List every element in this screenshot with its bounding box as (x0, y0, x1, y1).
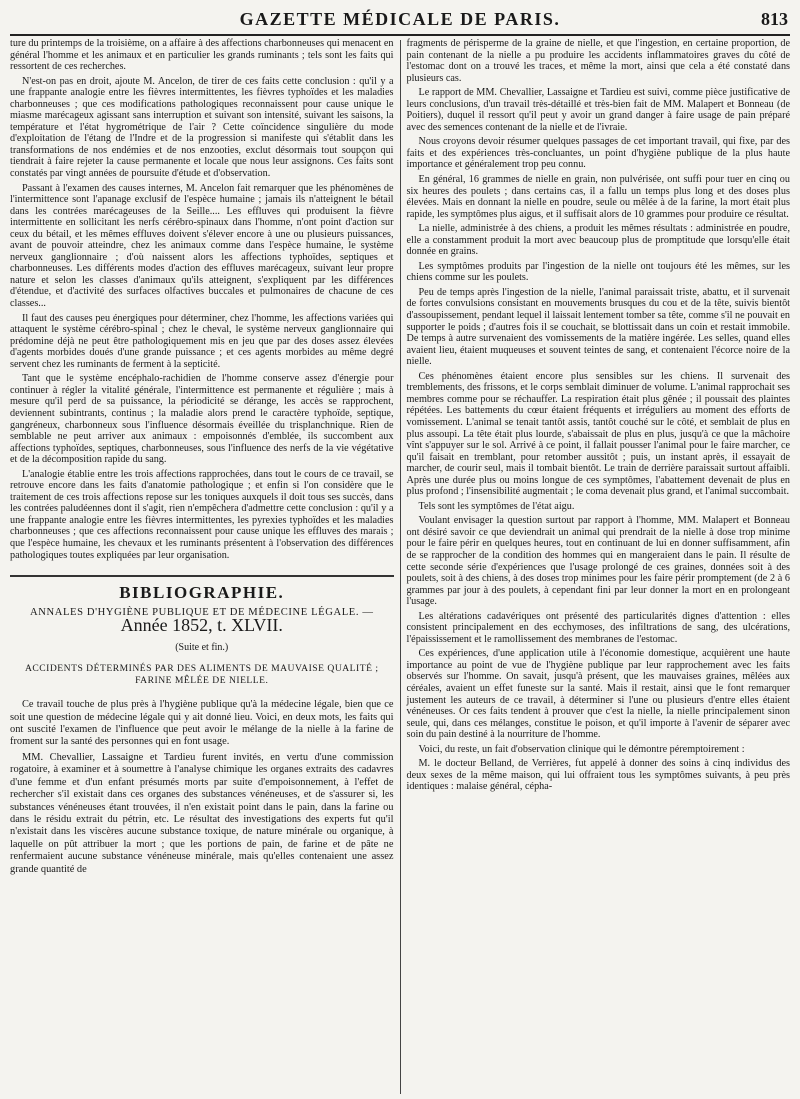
paragraph: fragments de périsperme de la graine de nielle, et que l'ingestion, en certaine proportion, de pain contenant de la nielle a pu produire les accidents inflammatoires graves du côté de l'estomac dont on a trouvé les traces, et même la mort, ainsi que cela a été constaté dans plusieurs cas. (406, 38, 790, 84)
paragraph: Voulant envisager la question surtout par rapport à l'homme, MM. Malapert et Bonneau ont désiré savoir ce que deviendrait un animal qui prendrait de la nielle à dose trop minime pour le faire périr en quelques heures, tout en continuant de lui en donner suffisamment, afin de se rapprocher de la condition des hommes qui en mangeraient dans le pain. Il résulte de cette seconde série d'expériences que l'usage prolongé de ces graines, données soit à des poulets, soit à des chiens, à des doses trop minimes pour les faire périr promptement (de 2 à 6 grammes par jour à des poulets, à cependant fini par leur donner la mort en en prolongeant l'usage. (406, 515, 790, 608)
columns (10, 38, 790, 1094)
section-rule (10, 575, 394, 577)
paragraph: La nielle, administrée à des chiens, a produit les mêmes résultats : administrée en poudre, elle a constamment produit la mort avec beaucoup plus de promptitude que lorsqu'elle était donnée en grains. (406, 223, 790, 258)
paragraph: Peu de temps après l'ingestion de la nielle, l'animal paraissait triste, abattu, et il survenait de fortes convulsions consistant en mouvements brusques du cou et de la tête, suivis bientôt d'assoupissement, pendant lequel il laissait lentement tomber sa tête, comme s'il ne pouvait en supporter le poids ; d'autres fois il se couchait, se blottissait dans un coin et restait immobile. De temps à autre survenaient des vomissements de la matière ingérée. Les selles, quand elles avaient lieu, étaient muqueuses et souvent teintes de sang, et contenaient l'écorce noire de la nielle. (406, 286, 790, 368)
paragraph: L'analogie établie entre les trois affections rapprochées, dans tout le cours de ce travail, se retrouve encore dans les faits d'anatomie pathologique ; et enfin si l'on considère que le traitement de ces trois affections repose sur les toniques auxquels il doit tous ses succès, dans les contrées paludéennes dont il s'agit, rien n'empêchera d'admettre cette conclusion : qu'il y a une frappante analogie entre les fièvres intermittentes, les pyrexies typhoïdes et les maladies charbonneuses ; que ces affections reconnaissent pour cause unique les effluves des marais ; que l'espèce humaine, les chevaux et les ruminants présentent à l'observation des différences pathologiques toutes expliquées par leur organisation. (10, 468, 394, 561)
journal-title: GAZETTE MÉDICALE DE PARIS. (239, 9, 561, 29)
paragraph: ture du printemps de la troisième, on a affaire à des affections charbonneuses qui menacent en général l'homme et les animaux et en particulier les grands ruminants ; tels sont les faits qui ressortent de ces recherches. (10, 38, 394, 73)
paragraph: Le rapport de MM. Chevallier, Lassaigne et Tardieu est suivi, comme pièce justificative de leurs conclusions, d'un travail très-détaillé et très-bien fait de MM. Malapert et Bonneau (de Poitiers), duquel il ressort qu'il peut y avoir un grand danger à faire usage de pain préparé avec des semences contenant de la nielle et de l'ivraie. (406, 87, 790, 133)
paragraph: Passant à l'examen des causes internes, M. Ancelon fait remarquer que les phénomènes de l'intermittence sont l'apanage exclusif de l'espèce humaine ; jamais ils n'atteignent le bétail dans les contrées marécageuses de la Seille.... Les effluves qui produisent la fièvre intermittente en sollicitant les nerfs cérébro-spinaux dans l'homme, n'ont point d'action sur ceux du bétail, et les mêmes effluves doivent s'élever encore à une ou plusieurs puissances, avant de pouvoir atteindre, chez les animaux comme dans l'espèce humaine, le système nerveux ganglionnaire ; d'où naissent alors les affections typhoïdes, septiques et charbonneuses. Les différents modes d'action des effluves marécageux, suivant leur propre nature et selon les classes d'animaux qu'ils atteignent, s'expliquent par les différences d'étendue, et d'activité des surfaces olfactives buccales et pulmonaires de chacune de ces classes... (10, 182, 394, 310)
continuation-note: (Suite et fin.) (175, 641, 229, 653)
paragraph: Tant que le système encéphalo-rachidien de l'homme conserve assez d'énergie pour continuer à régler la vitalité générale, l'intermittence est permanente et régulière ; mais à mesure qu'il perd de sa puissance, la périodicité se dérange, les accès se rapprochent, deviennent subintrants, continus ; la maladie alors prend le caractère typhoïde, septique, gangréneux, charbonneux sous l'influence désormais éveillée du trisplanchnique. Rien de semblable ne peut arriver aux animaux : empoisonnés d'emblée, ils succombent aux affections typhoïdes, septiques, charbonneuses, sous l'influence des nerfs de la vie végétative et de la décomposition rapide du sang. (10, 373, 394, 466)
newspaper-page (10, 8, 790, 1094)
article-subtitle: ACCIDENTS DÉTERMINÉS PAR DES ALIMENTS DE MAUVAISE QUALITÉ ; FARINE MÊLÉE DE NIELLE. (24, 663, 379, 687)
review-volume: Année 1852, t. XLVII. (120, 615, 283, 636)
paragraph: M. le docteur Belland, de Verrières, fut appelé à donner des soins à cinq individus des deux sexes de la même maison, qui lui offraient tous les symptômes suivants, à peu près identiques : malaise général, cépha- (406, 758, 790, 793)
section-heading-bibliographie: BIBLIOGRAPHIE. (119, 583, 285, 603)
paragraph: N'est-on pas en droit, ajoute M. Ancelon, de tirer de ces faits cette conclusion : qu'il y a une frappante analogie entre les fièvres intermittentes, les fièvres typhoïdes et les maladies charbonneuses ; que ces modifications pathologiques reconnaissent pour cause unique le miasme marécageux agissant sans interruption et suivant son intensité, suivant les saisons, la température et l'état hygrométrique de l'air ? Cette coïncidence singulière du mode d'exploitation de l'étang de l'Indre et de la progression si manifeste qui s'établit dans les transformations de nos endémies et de nos enzooties, exclut désormais tout soupçon qui tiendrait à faire rejeter la cause permanente et locale que nous leur assignons. Ces faits sont constatés par vingt années de poursuite d'étude et d'observation. (10, 75, 394, 180)
paragraph: Voici, du reste, un fait d'observation clinique qui le démontre péremptoirement : (418, 743, 745, 755)
paragraph: Ces expériences, d'une application utile à l'économie domestique, acquièrent une haute importance au point de vue de l'hygiène publique par leur rapprochement avec les faits observés sur l'homme. On savait, jusqu'à présent, que les mauvaises graines, mêlées aux céréales, avaient un effet funeste sur la santé. Mais il restait, ainsi que le font remarquer justement les auteurs de ce travail, à déterminer si l'une ou plusieurs d'entre elles étaient vénéneuses. Or ces faits tendent à prouver que c'est la nielle, la nielle principalement sinon seule, qui, dans ces mélanges, constitue le poison, et qu'il importe à l'avenir de séparer avec soin du pain destiné à la nourriture de l'homme. (406, 648, 790, 741)
left-column (10, 38, 400, 1094)
right-column (401, 38, 791, 1094)
review-source-title: ANNALES D'HYGIÈNE PUBLIQUE ET DE MÉDECINE LÉGALE. — (29, 606, 374, 618)
page-number: 813 (761, 9, 788, 29)
review-body (10, 699, 394, 876)
paragraph: Ce travail touche de plus près à l'hygiène publique qu'à la médecine légale, bien que ce soit une question de médecine légale qui y ait donné lieu. Voici, en deux mots, les faits qui ont suscité l'examen de l'influence que peut avoir le mélange de la nielle à la farine de froment sur la santé des personnes qui en font usage. (10, 699, 394, 748)
paragraph: En général, 16 grammes de nielle en grain, non pulvérisée, ont suffi pour tuer en cinq ou six heures des poulets ; dans certains cas, il a fallu un temps plus long et des doses plus élevées. Mais en donnant la nielle en poudre, seule ou mêlée à de la farine, la mort était plus rapide, les symptômes plus aigus, et il suffisait alors de 10 grammes pour produire ce résultat. (406, 174, 790, 220)
paragraph: Nous croyons devoir résumer quelques passages de cet important travail, qui fixe, par des faits et des expériences très-concluantes, un point d'hygiène publique de la plus haute importance et généralement trop peu connu. (406, 136, 790, 171)
page-header (10, 8, 790, 36)
paragraph: Il faut des causes peu énergiques pour déterminer, chez l'homme, les affections variées qui attaquent le système cérébro-spinal ; chez le cheval, le système nerveux ganglionnaire qui prédomine déjà ne peut être pathologiquement mis en jeu que par des doses assez élevées d'agents morbides doués d'une grande puissance ; et ces agents morbides au même degré servent chez les ruminants de ferment à la septicité. (10, 312, 394, 370)
paragraph: Les altérations cadavériques ont présenté des particularités dignes d'attention : elles consistent principalement en des ecchymoses, des infiltrations de sang, des ulcérations, l'épaississement et le ramollissement des membranes de l'estomac. (406, 610, 790, 645)
paragraph: MM. Chevallier, Lassaigne et Tardieu furent invités, en vertu d'une commission rogatoire, à examiner et à soumettre à l'analyse chimique les organes extraits des cadavres d'une femme et d'un enfant présumés morts par suite d'empoisonnement, à l'effet de rechercher s'il existait dans ces organes des substances vénéneuses, et de s'assurer si, les substances vénéneuses étant trouvées, il n'en existait point dans le pain, dans la farine ou dans le résidu extrait du pétrin, etc. Le résultat des investigations des experts fut qu'il n'existait dans les viscères aucune substance toxique, de nature minérale ou organique, à laquelle on pût attribuer la mort ; que les portions de pain, de farine et de pâte ne renfermaient aucune substance vénéneuse minérale, mais qu'elles contenaient une assez grande quantité de (10, 751, 394, 875)
paragraph: Les symptômes produits par l'ingestion de la nielle ont toujours été les mêmes, sur les chiens comme sur les poulets. (406, 260, 790, 284)
paragraph: Tels sont les symptômes de l'état aigu. (418, 500, 575, 512)
paragraph: Ces phénomènes étaient encore plus sensibles sur les chiens. Il survenait des tremblements, des frissons, et le corps semblait diminuer de volume. L'animal rapprochait ses membres comme pour se réchauffer. La respiration était plus gênée ; il poussait des plaintes répétées. Les battements du cœur étaient fréquents et irréguliers au moment des efforts de vomissement. L'animal se tenait tantôt assis, tantôt couché sur le côté, et semblait de plus en plus assoupi. La tête était plus lourde, s'abaissait de plus en plus, jusqu'à ce que la mâchoire vînt s'appuyer sur le sol. Arrivé à ce point, il fallait pousser l'animal pour le faire marcher, ce qu'il faisait en tremblant, pour retomber aussitôt ; puis, un instant après, il essayait de marcher, de courir seul, mais il tombait bientôt. Le train de derrière paraissait surtout affaibli. Après une durée plus ou moins longue de ces symptômes, l'abattement devenait de plus en plus profond ; l'insensibilité augmentait ; le coma devenait plus grand, et l'animal succombait. (406, 370, 790, 498)
